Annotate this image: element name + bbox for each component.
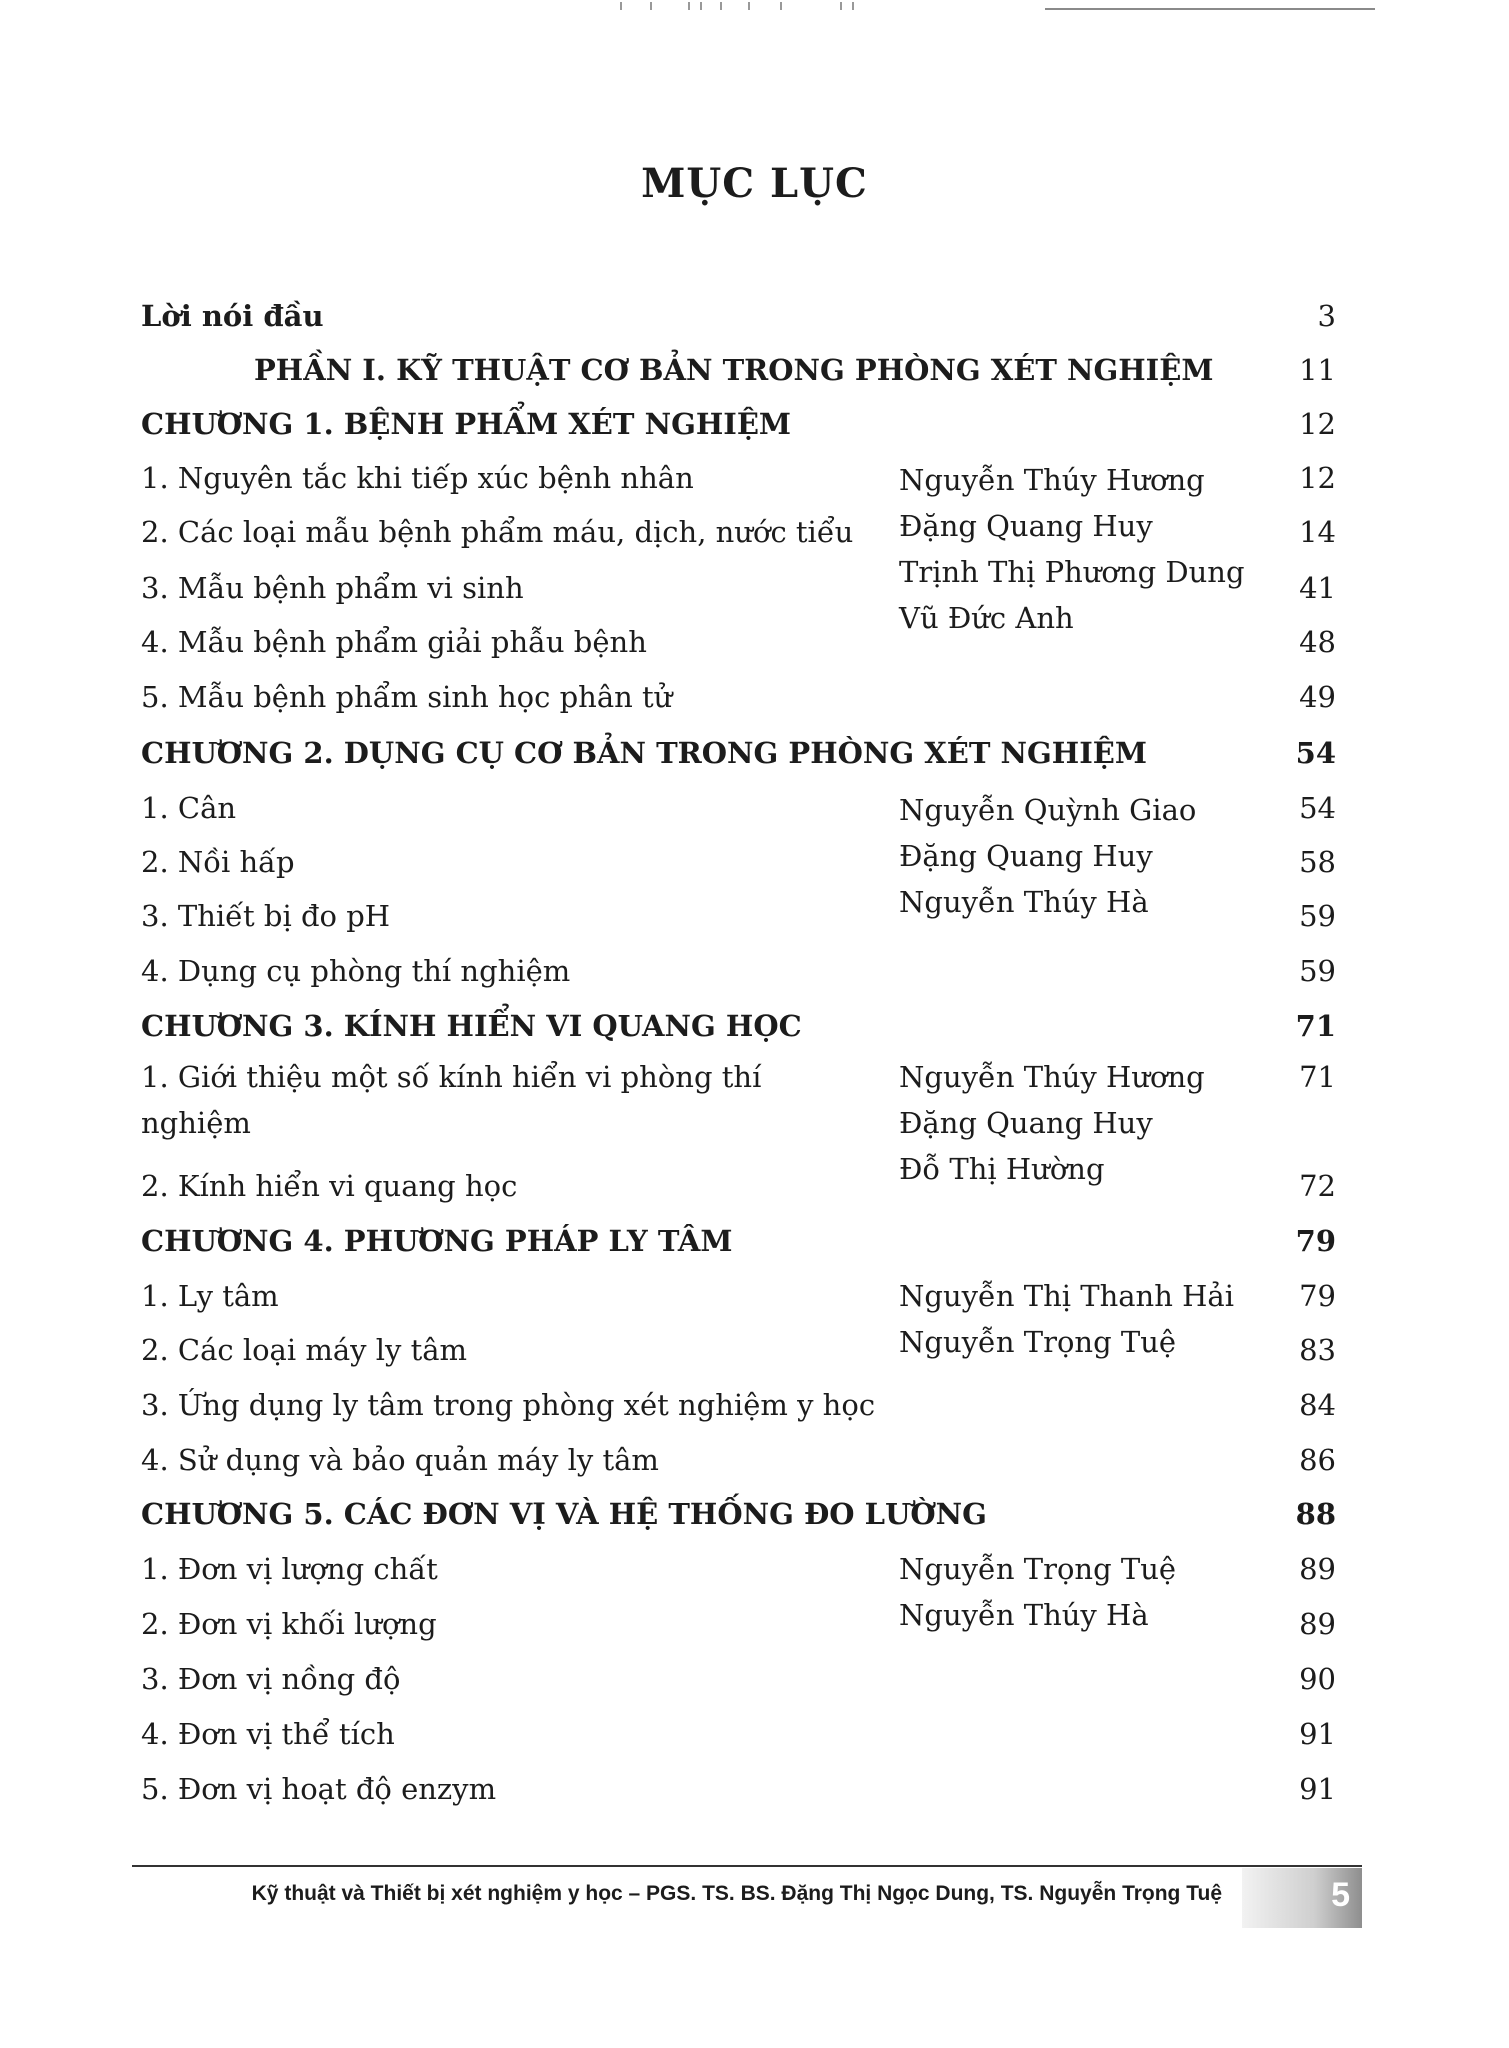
- chapter-heading: CHƯƠNG 5. CÁC ĐƠN VỊ VÀ HỆ THỐNG ĐO LƯỜNG: [141, 1497, 987, 1531]
- footer-running-title: Kỹ thuật và Thiết bị xét nghiệm y học – PGS. TS. BS. Đặng Thị Ngọc Dung, TS. Nguyễn Trọng Tuệ: [251, 1882, 1222, 1905]
- page-title: MỤC LỤC: [641, 160, 868, 207]
- chapter-heading: CHƯƠNG 3. KÍNH HIỂN VI QUANG HỌC: [141, 1009, 802, 1043]
- item-page: 91: [1299, 1772, 1336, 1806]
- item-page: 84: [1299, 1388, 1336, 1422]
- item-page: 83: [1299, 1333, 1336, 1367]
- author-name: Vũ Đức Anh: [899, 601, 1074, 635]
- item-page: 59: [1299, 954, 1336, 988]
- author-name: Nguyễn Thúy Hà: [899, 885, 1149, 919]
- item-label: 3. Thiết bị đo pH: [141, 899, 391, 933]
- author-name: Đỗ Thị Hường: [899, 1152, 1105, 1186]
- item-label: 3. Ứng dụng ly tâm trong phòng xét nghiệm y học: [141, 1388, 876, 1422]
- toc-entry-label: Lời nói đầu: [141, 299, 324, 333]
- item-label: 3. Đơn vị nồng độ: [141, 1662, 401, 1696]
- toc-entry-page: 11: [1299, 353, 1336, 387]
- item-label: 3. Mẫu bệnh phẩm vi sinh: [141, 571, 524, 605]
- toc-chapter-1: [141, 398, 1336, 450]
- item-page: 12: [1299, 461, 1336, 495]
- author-name: Nguyễn Thúy Hương: [899, 1060, 1205, 1094]
- author-name: Nguyễn Trọng Tuệ: [899, 1325, 1177, 1359]
- item-label: 4. Mẫu bệnh phẩm giải phẫu bệnh: [141, 625, 647, 659]
- author-name: Nguyễn Thúy Hương: [899, 463, 1205, 497]
- toc-entry-label: PHẦN I. KỸ THUẬT CƠ BẢN TRONG PHÒNG XÉT NGHIỆM: [254, 353, 1214, 387]
- item-label: 2. Đơn vị khối lượng: [141, 1607, 437, 1641]
- item-label: 4. Sử dụng và bảo quản máy ly tâm: [141, 1443, 659, 1477]
- page-number: 5: [1331, 1876, 1350, 1914]
- toc-item: [141, 1379, 1336, 1431]
- item-page: 58: [1299, 845, 1336, 879]
- chapter-heading: CHƯƠNG 2. DỤNG CỤ CƠ BẢN TRONG PHÒNG XÉT NGHIỆM: [141, 736, 1147, 770]
- author-name: Nguyễn Thị Thanh Hải: [899, 1279, 1234, 1313]
- toc-chapter-4: [141, 1215, 1336, 1267]
- author-name: Đặng Quang Huy: [899, 509, 1153, 543]
- item-page: 48: [1299, 625, 1336, 659]
- item-page: 14: [1299, 515, 1336, 549]
- item-page: 91: [1299, 1717, 1336, 1751]
- item-page: 49: [1299, 680, 1336, 714]
- item-page: 59: [1299, 899, 1336, 933]
- chapter-2-authors: [899, 787, 1196, 925]
- toc-item: [141, 1653, 1336, 1705]
- author-name: Đặng Quang Huy: [899, 1106, 1153, 1140]
- item-page: 86: [1299, 1443, 1336, 1477]
- chapter-page: 12: [1299, 407, 1336, 441]
- item-page: 79: [1299, 1279, 1336, 1313]
- item-page: 41: [1299, 571, 1336, 605]
- toc-item: [141, 1763, 1336, 1815]
- chapter-4-authors: [899, 1273, 1234, 1365]
- chapter-page: 88: [1295, 1497, 1336, 1531]
- item-label: 1. Ly tâm: [141, 1279, 279, 1313]
- item-label: 4. Đơn vị thể tích: [141, 1717, 395, 1751]
- toc-item: [141, 671, 1336, 723]
- item-label: 5. Đơn vị hoạt độ enzym: [141, 1772, 497, 1806]
- scan-artifact-marks: [620, 0, 870, 14]
- author-name: Nguyễn Quỳnh Giao: [899, 793, 1197, 827]
- toc-item: [141, 1434, 1336, 1486]
- chapter-page: 71: [1295, 1009, 1336, 1043]
- item-page: 71: [1299, 1060, 1336, 1094]
- item-label: 1. Cân: [141, 791, 237, 825]
- item-label: 1. Đơn vị lượng chất: [141, 1552, 438, 1586]
- author-name: Trịnh Thị Phương Dung: [899, 555, 1245, 589]
- chapter-heading: CHƯƠNG 4. PHƯƠNG PHÁP LY TÂM: [141, 1224, 733, 1258]
- item-label: 2. Nồi hấp: [141, 845, 295, 879]
- item-page: 72: [1299, 1169, 1336, 1203]
- chapter-3-authors: [899, 1054, 1205, 1192]
- chapter-page: 79: [1295, 1224, 1336, 1258]
- chapter-5-authors: [899, 1546, 1176, 1638]
- footer-divider: [132, 1865, 1362, 1867]
- author-name: Đặng Quang Huy: [899, 839, 1153, 873]
- chapter-page: 54: [1295, 736, 1336, 770]
- chapter-heading: CHƯƠNG 1. BỆNH PHẨM XÉT NGHIỆM: [141, 407, 792, 441]
- item-page: 89: [1299, 1552, 1336, 1586]
- item-page: 54: [1299, 791, 1336, 825]
- item-label: 4. Dụng cụ phòng thí nghiệm: [141, 954, 571, 988]
- item-page: 89: [1299, 1607, 1336, 1641]
- toc-item: [141, 1708, 1336, 1760]
- toc-entry-preface: [141, 290, 1336, 342]
- item-label: 1. Nguyên tắc khi tiếp xúc bệnh nhân: [141, 461, 694, 495]
- item-page: 90: [1299, 1662, 1336, 1696]
- toc-chapter-2: [141, 727, 1336, 779]
- page-number-badge: [1242, 1868, 1362, 1928]
- author-name: Nguyễn Thúy Hà: [899, 1598, 1149, 1632]
- toc-item: [141, 945, 1336, 997]
- item-label: 1. Giới thiệu một số kính hiển vi phòng thí nghiệm: [141, 1060, 762, 1140]
- toc-chapter-3: [141, 1000, 1336, 1052]
- toc-entry-part1: [141, 344, 1336, 396]
- item-label: 2. Các loại mẫu bệnh phẩm máu, dịch, nước tiểu: [141, 515, 854, 549]
- toc-chapter-5: [141, 1488, 1336, 1540]
- scan-artifact-line: [1045, 8, 1375, 10]
- item-label: 2. Kính hiển vi quang học: [141, 1169, 518, 1203]
- item-label: 2. Các loại máy ly tâm: [141, 1333, 468, 1367]
- author-name: Nguyễn Trọng Tuệ: [899, 1552, 1177, 1586]
- toc-entry-page: 3: [1317, 299, 1336, 333]
- chapter-1-authors: [899, 457, 1245, 641]
- page-footer: [132, 1868, 1362, 1928]
- item-label: 5. Mẫu bệnh phẩm sinh học phân tử: [141, 680, 673, 714]
